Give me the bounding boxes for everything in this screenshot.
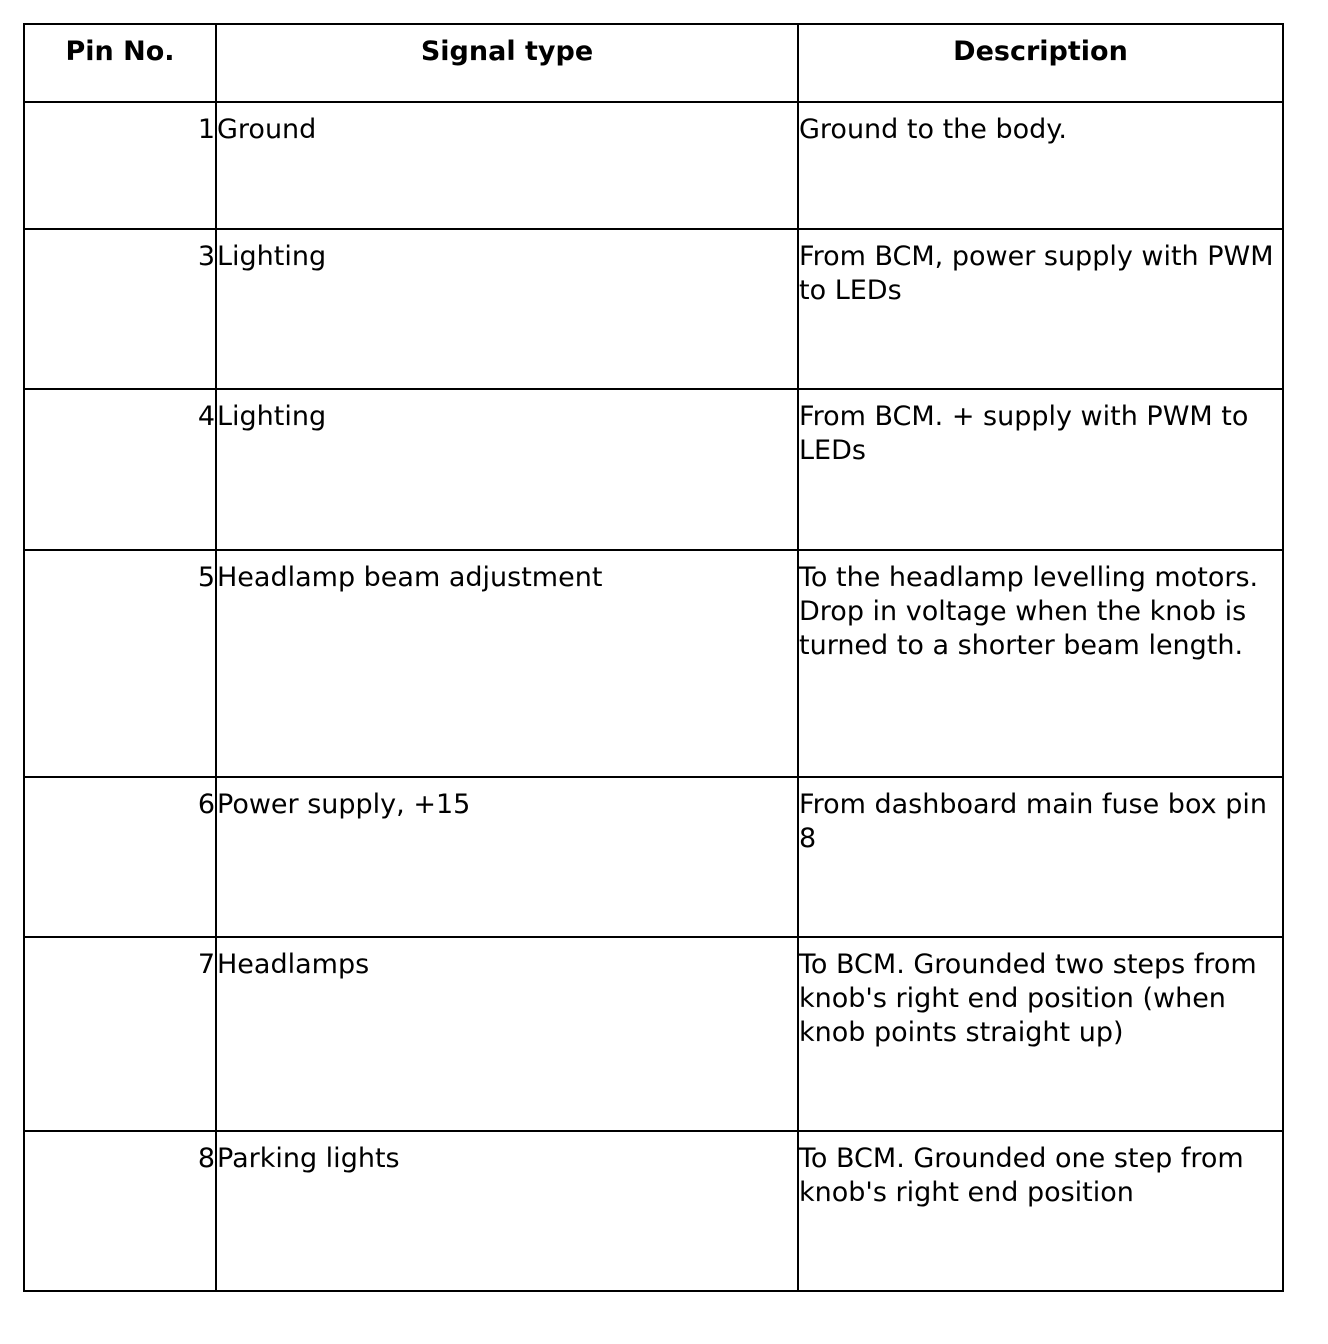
header-pin-no: Pin No. bbox=[24, 24, 216, 102]
pin-number-cell: 8 bbox=[24, 1131, 216, 1291]
signal-type-cell: Ground bbox=[216, 102, 798, 229]
pin-number-cell: 5 bbox=[24, 550, 216, 777]
signal-type-cell: Headlamp beam adjustment bbox=[216, 550, 798, 777]
table-row bbox=[24, 102, 1283, 229]
header-description: Description bbox=[798, 24, 1283, 102]
header-signal-type: Signal type bbox=[216, 24, 798, 102]
pin-number-cell: 3 bbox=[24, 229, 216, 389]
description-cell: Ground to the body. bbox=[798, 102, 1283, 229]
signal-type-cell: Lighting bbox=[216, 229, 798, 389]
table-row bbox=[24, 777, 1283, 937]
table-row bbox=[24, 229, 1283, 389]
description-cell: From dashboard main fuse box pin 8 bbox=[798, 777, 1283, 937]
pin-number-cell: 1 bbox=[24, 102, 216, 229]
description-cell: To BCM. Grounded one step from knob's right end position bbox=[798, 1131, 1283, 1291]
description-cell: To BCM. Grounded two steps from knob's right end position (when knob points straight up) bbox=[798, 937, 1283, 1131]
signal-type-cell: Parking lights bbox=[216, 1131, 798, 1291]
table-header-row bbox=[24, 24, 1283, 102]
description-cell: From BCM, power supply with PWM to LEDs bbox=[798, 229, 1283, 389]
pin-number-cell: 7 bbox=[24, 937, 216, 1131]
pin-number-cell: 4 bbox=[24, 389, 216, 550]
table-row bbox=[24, 937, 1283, 1131]
description-cell: To the headlamp levelling motors. Drop in voltage when the knob is turned to a shorter beam length. bbox=[798, 550, 1283, 777]
pin-number-cell: 6 bbox=[24, 777, 216, 937]
pin-assignment-table bbox=[23, 23, 1284, 1292]
table-row bbox=[24, 550, 1283, 777]
table-row bbox=[24, 389, 1283, 550]
description-cell: From BCM. + supply with PWM to LEDs bbox=[798, 389, 1283, 550]
signal-type-cell: Power supply, +15 bbox=[216, 777, 798, 937]
signal-type-cell: Headlamps bbox=[216, 937, 798, 1131]
signal-type-cell: Lighting bbox=[216, 389, 798, 550]
table-row bbox=[24, 1131, 1283, 1291]
